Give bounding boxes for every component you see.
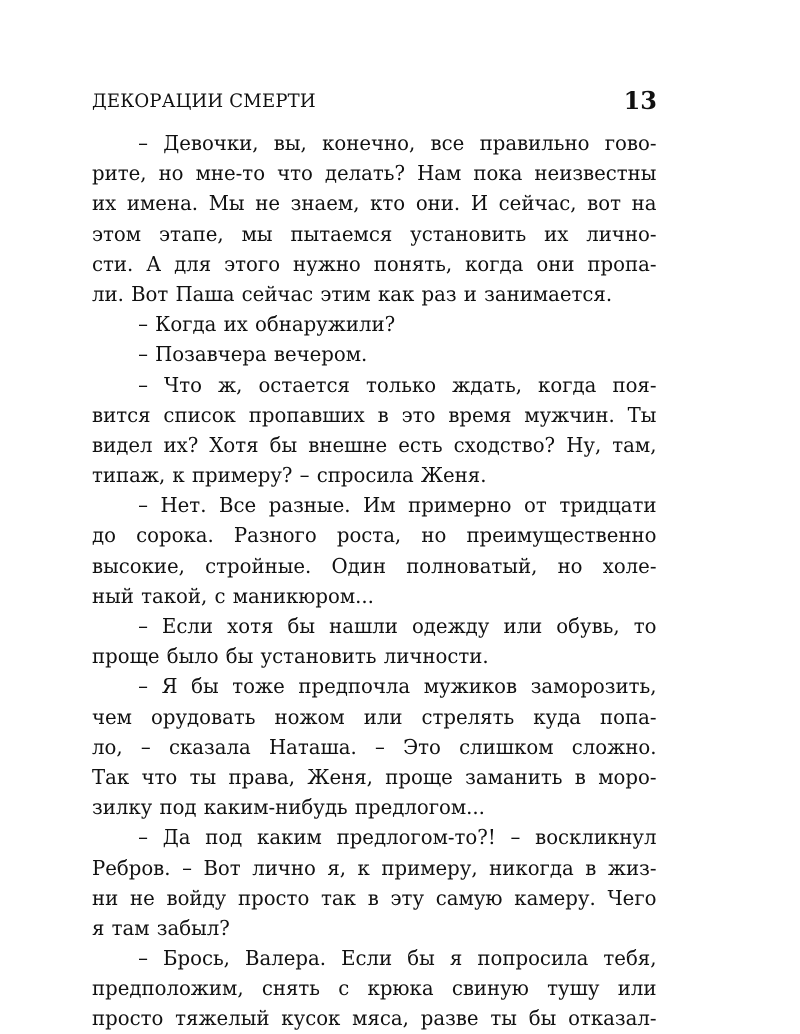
- text-line: – Нет. Все разные. Им примерно от тридцати: [138, 493, 657, 518]
- body-text: [92, 128, 657, 1034]
- text-line: ни не войду просто так в эту самую камеру. Чего: [92, 885, 657, 910]
- text-line: – Брось, Валера. Если бы я попросила тебя,: [138, 946, 657, 971]
- text-line: типаж, к примеру? – спросила Женя.: [92, 463, 487, 488]
- text-line: их имена. Мы не знаем, кто они. И сейчас, вот на: [92, 191, 657, 216]
- text-line: – Я бы тоже предпочла мужиков заморозить,: [138, 674, 657, 699]
- text-line: Так что ты права, Женя, проще заманить в моро-: [92, 764, 657, 789]
- text-line: этом этапе, мы пытаемся установить их лично-: [92, 221, 657, 246]
- text-line: – Когда их обнаружили?: [138, 312, 396, 337]
- text-line: высокие, стройные. Один полноватый, но холе-: [92, 553, 657, 578]
- text-line: зилку под каким-нибудь предлогом...: [92, 795, 485, 820]
- text-line: ло, – сказала Наташа. – Это слишком сложно.: [92, 734, 657, 759]
- text-line: – Что ж, остается только ждать, когда поя-: [138, 372, 657, 397]
- text-line: Ребров. – Вот лично я, к примеру, никогда в жиз-: [92, 855, 657, 880]
- text-line: до сорока. Разного роста, но преимущественно: [92, 523, 657, 548]
- text-line: сти. А для этого нужно понять, когда они пропа-: [92, 251, 657, 276]
- text-line: – Позавчера вечером.: [138, 342, 368, 367]
- text-line: – Да под каким предлогом-то?! – воскликнул: [138, 825, 657, 850]
- text-line: – Девочки, вы, конечно, все правильно гово-: [138, 131, 657, 155]
- text-line: вится список пропавших в это время мужчин. Ты: [92, 402, 657, 427]
- text-line: ный такой, с маникюром...: [92, 583, 374, 608]
- book-title: ДЕКОРАЦИИ СМЕРТИ: [92, 90, 316, 112]
- text-line: просто тяжелый кусок мяса, разве ты бы отказал-: [92, 1006, 657, 1031]
- page-number: 13: [623, 86, 657, 115]
- text-line: рите, но мне-то что делать? Нам пока неизвестны: [92, 161, 657, 186]
- text-line: ли. Вот Паша сейчас этим как раз и занимается.: [92, 281, 613, 306]
- text-line: чем орудовать ножом или стрелять куда попа-: [92, 704, 657, 729]
- text-line: предположим, снять с крюка свиную тушу или: [92, 976, 657, 1001]
- text-line: – Если хотя бы нашли одежду или обувь, то: [138, 614, 657, 638]
- running-head: [92, 86, 657, 120]
- text-line: проще было бы установить личности.: [92, 644, 489, 669]
- text-line: видел их? Хотя бы внешне есть сходство? Ну, там,: [92, 432, 657, 457]
- text-line: я там забыл?: [92, 915, 230, 940]
